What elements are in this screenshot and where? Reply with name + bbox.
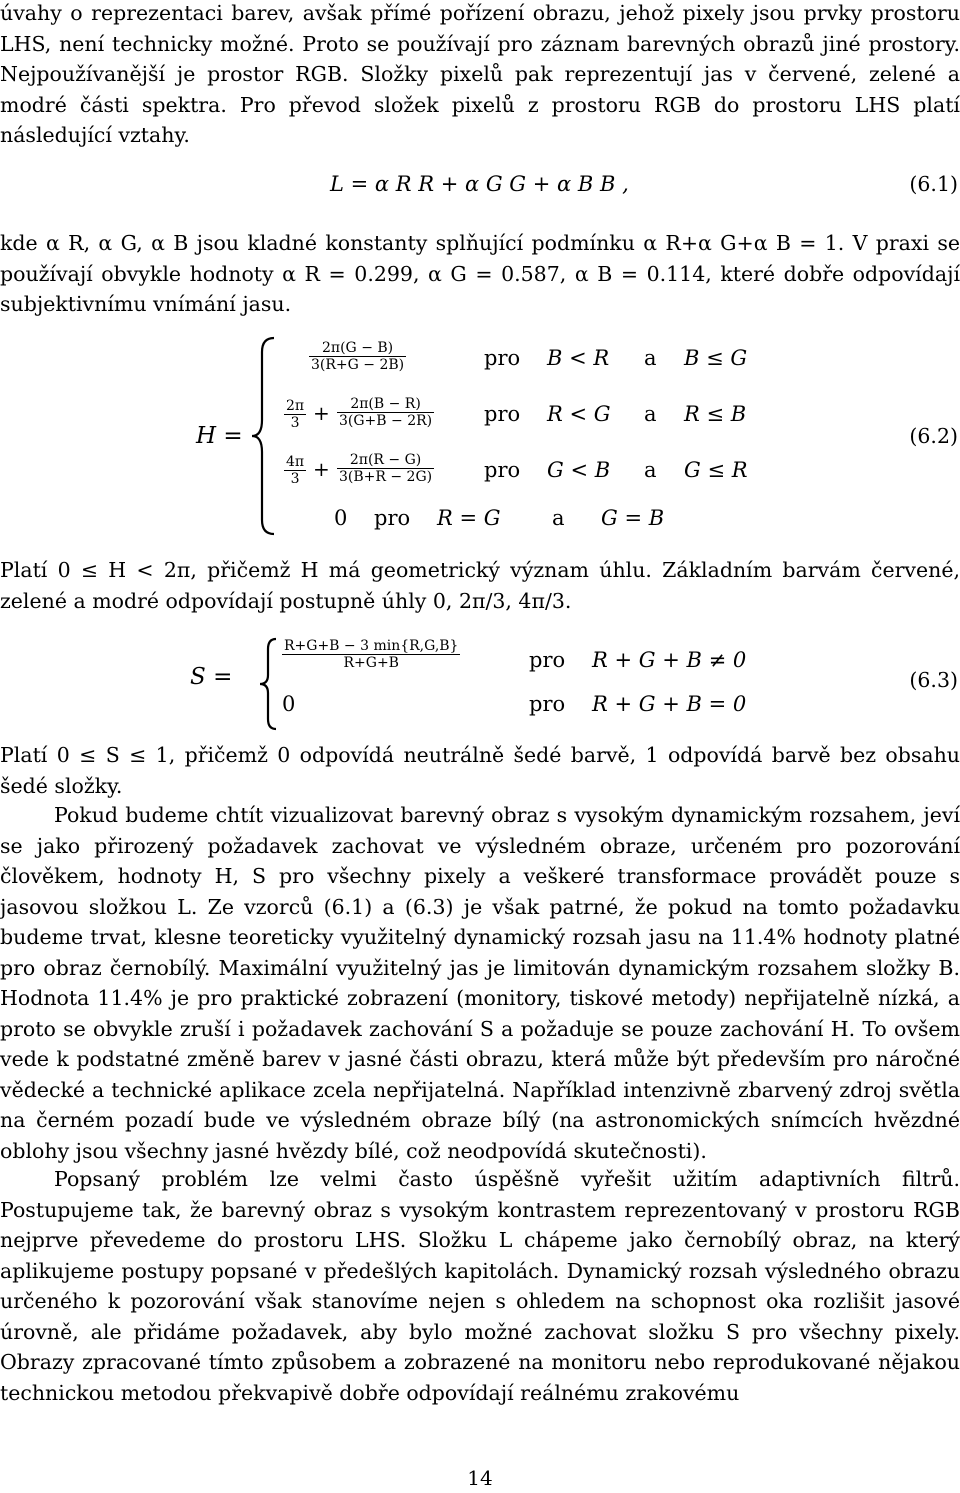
s-case-1-denominator: R+G+B [343,655,399,671]
h-case-2-numerator: 2π(B − R) [337,396,434,413]
equation-6-1: L = α R R + α G G + α B B , [330,172,629,196]
h-case-3-prefix: $\frac{4\pi}{3}$ [286,454,305,487]
h-case-2-prefix: $\frac{2\pi}{3}$ [286,398,305,431]
s-case-1-numerator: R+G+B − 3 min{R,G,B} [284,638,459,654]
h-case-2-plus: + [313,401,330,425]
left-brace-icon [256,637,280,731]
h-case-1-denominator: 3(R+G − 2B) [311,357,405,373]
s-case-2-condition: R + G + B = 0 [592,692,747,716]
h-case-1-fraction [309,340,406,373]
h-case-4-condition-2: G = B [601,506,665,530]
h-case-1-pro: pro [484,346,521,370]
h-case-2-and: a [644,402,657,426]
h-case-4-pro: pro [374,506,411,530]
equation-number-6-2: (6.2) [909,424,958,448]
s-case-1-fraction [282,638,460,671]
h-case-3-denominator: 3(B+R − 2G) [339,469,433,485]
s-case-1-condition: R + G + B ≠ 0 [592,648,747,672]
h-case-1-condition-1: B < R [547,346,610,370]
h-case-3-pro: pro [484,458,521,482]
h-case-4-condition-1: R = G [437,506,501,530]
h-case-1-numerator: 2π(G − B) [309,340,406,357]
h-case-1-and: a [644,346,657,370]
s-case-2-value: 0 [282,692,296,716]
h-case-3-numerator: 2π(R − G) [337,452,434,469]
equation-number-6-3: (6.3) [909,668,958,692]
h-case-4-and: a [552,506,565,530]
h-case-4-value: 0 [334,506,348,530]
intro-paragraph: úvahy o reprezentaci barev, avšak přímé pořízení obrazu, jehož pixely jsou prvky prostoru LHS, není technicky možné. Proto se používají pro záznam barevných obrazů jiné prostory. Nejpoužívanější je prostor RGB. Složky pixelů pak reprezentují jas v červené, zelené a modré části spektra. Pro převod složek pixelů z prostoru RGB do prostoru LHS platí následující vztahy. [0,1,960,147]
h-case-2-condition-1: R < G [547,402,611,426]
h-case-2-condition-2: R ≤ B [684,402,747,426]
h-case-3-condition-2: G ≤ R [684,458,748,482]
equation-6-2-lhs: H = [196,423,243,449]
s-case-2-pro: pro [529,692,566,716]
equation-number-6-1: (6.1) [909,172,958,196]
page-number: 14 [467,1466,493,1490]
h-case-1-condition-2: B ≤ G [684,346,748,370]
saturation-range-paragraph: Platí 0 ≤ S ≤ 1, přičemž 0 odpovídá neutrálně šedé barvě, 1 odpovídá barvě bez obsahu šedé složky. [0,743,960,798]
alpha-constants-paragraph: kde α R, α G, α B jsou kladné konstanty splňující podmínku α R+α G+α B = 1. V praxi se používají obvykle hodnoty α R = 0.299, α G = 0.587, α B = 0.114, které dobře odpovídají subjektivnímu vnímání jasu. [0,231,960,316]
h-case-2-fraction [337,396,434,429]
h-case-3-and: a [644,458,657,482]
h-case-3-fraction [337,452,434,485]
left-brace-icon [248,336,278,536]
h-case-3-plus: + [313,457,330,481]
adaptive-filter-paragraph: Popsaný problém lze velmi často úspěšně vyřešit užitím adaptivních filtrů. Postupujeme tak, že barevný obraz s vysokým kontrastem reprezentovaný v prostoru RGB nejprve převedeme do prostoru LHS. Složku L chápeme jako černobílý obraz, na který aplikujeme postupy popsané v předešlých kapitolách. Dynamický rozsah výsledného obrazu určeného k pozorování však stanovíme nejen s ohledem na schopnost oka rozlišit jasové úrovně, ale přidáme požadavek, aby bylo možné zachovat složku S pro všechny pixely. Obrazy zpracované tímto způsobem a zobrazené na monitoru nebo reprodukované nějakou technickou metodou překvapivě dobře odpovídají reálnému zrakovému [0,1167,960,1405]
h-case-3-condition-1: G < B [547,458,611,482]
hue-range-paragraph: Platí 0 ≤ H < 2π, přičemž H má geometrický význam úhlu. Základním barvám červené, zelené a modré odpovídají postupně úhly 0, 2π/3, 4π/3. [0,558,960,613]
visualization-paragraph: Pokud budeme chtít vizualizovat barevný obraz s vysokým dynamickým rozsahem, jeví se jako přirozený požadavek zachovat ve výsledném obraze, určeném pro pozorování člověkem, hodnoty H, S pro všechny pixely a veškeré transformace provádět pouze s jasovou složkou L. Ze vzorců (6.1) a (6.3) je však patrné, že pokud na tomto požadavku budeme trvat, klesne teoreticky využitelný dynamický rozsah jasu na 11.4% hodnoty platné pro obraz černobílý. Maximální využitelný jas je limitován dynamickým rozsahem složky B. Hodnota 11.4% je pro praktické zobrazení (monitory, tiskové metody) nepřijatelně nízká, a proto se obvykle zruší i požadavek zachování S a požaduje se pouze zachování H. To ovšem vede k podstatné změně barev v jasné části obrazu, která může být především pro náročné vědecké a technické aplikace zcela nepřijatelná. Například intenzivně zbarvený zdroj světla na černém pozadí bude ve výsledném obraze bílý (na astronomických snímcích hvězdné oblohy jsou všechny jasné hvězdy bílé, což neodpovídá skutečnosti). [0,803,960,1163]
equation-6-3-lhs: S = [190,664,233,690]
h-case-2-pro: pro [484,402,521,426]
h-case-2-denominator: 3(G+B − 2R) [339,413,433,429]
s-case-1-pro: pro [529,648,566,672]
